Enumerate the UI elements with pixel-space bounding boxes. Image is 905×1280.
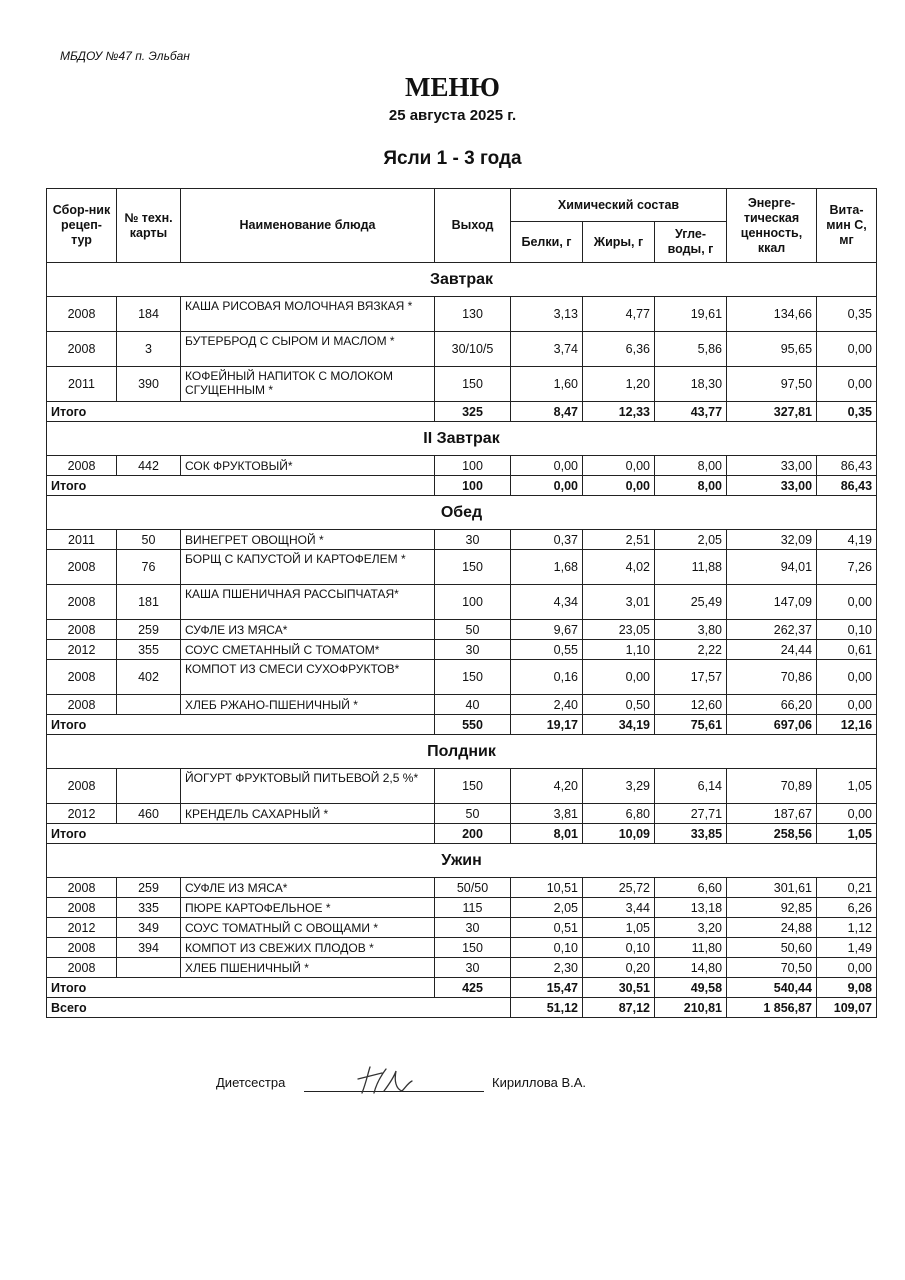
dish-name: ЙОГУРТ ФРУКТОВЫЙ ПИТЬЕВОЙ 2,5 %* <box>181 769 435 804</box>
table-row <box>47 456 877 476</box>
protein-cell: 3,81 <box>511 804 583 824</box>
table-row <box>47 660 877 695</box>
header-row <box>47 189 877 222</box>
tech-card-number: 76 <box>117 550 181 585</box>
col-chemical-composition: Химический состав <box>511 189 727 222</box>
dish-name: КАША ПШЕНИЧНАЯ РАССЫПЧАТАЯ* <box>181 585 435 620</box>
table-row <box>47 804 877 824</box>
organization-name: МБДОУ №47 п. Эльбан <box>60 49 190 63</box>
energy-cell: 70,89 <box>727 769 817 804</box>
vitamin-c-cell: 1,49 <box>817 938 877 958</box>
fat-cell: 6,36 <box>583 332 655 367</box>
yield-cell: 130 <box>435 297 511 332</box>
energy-cell: 92,85 <box>727 898 817 918</box>
vitamin-c-cell: 0,00 <box>817 660 877 695</box>
table-row <box>47 918 877 938</box>
table-row <box>47 898 877 918</box>
vitamin-c-cell: 0,00 <box>817 804 877 824</box>
total-protein: 0,00 <box>511 476 583 496</box>
section-header-row <box>47 422 877 456</box>
energy-cell: 187,67 <box>727 804 817 824</box>
collection-year: 2008 <box>47 660 117 695</box>
carbs-cell: 6,14 <box>655 769 727 804</box>
fat-cell: 0,50 <box>583 695 655 715</box>
yield-cell: 115 <box>435 898 511 918</box>
dish-name: ПЮРЕ КАРТОФЕЛЬНОЕ * <box>181 898 435 918</box>
dish-name: ХЛЕБ РЖАНО-ПШЕНИЧНЫЙ * <box>181 695 435 715</box>
total-carbs: 49,58 <box>655 978 727 998</box>
carbs-cell: 3,80 <box>655 620 727 640</box>
dish-name: СОУС СМЕТАННЫЙ С ТОМАТОМ* <box>181 640 435 660</box>
protein-cell: 0,10 <box>511 938 583 958</box>
fat-cell: 3,44 <box>583 898 655 918</box>
dish-name: СУФЛЕ ИЗ МЯСА* <box>181 878 435 898</box>
yield-cell: 30/10/5 <box>435 332 511 367</box>
total-label: Итого <box>47 476 435 496</box>
fat-cell: 1,10 <box>583 640 655 660</box>
collection-year: 2008 <box>47 550 117 585</box>
col-collection: Сбор-ник рецеп-тур <box>47 189 117 263</box>
tech-card-number: 259 <box>117 620 181 640</box>
vitamin-c-cell: 1,12 <box>817 918 877 938</box>
protein-cell: 0,37 <box>511 530 583 550</box>
vitamin-c-cell: 0,00 <box>817 585 877 620</box>
collection-year: 2008 <box>47 769 117 804</box>
collection-year: 2011 <box>47 367 117 402</box>
tech-card-number: 394 <box>117 938 181 958</box>
section-header-row <box>47 496 877 530</box>
collection-year: 2008 <box>47 938 117 958</box>
table-row <box>47 367 877 402</box>
yield-cell: 50 <box>435 804 511 824</box>
total-fat: 30,51 <box>583 978 655 998</box>
vitamin-c-cell: 1,05 <box>817 769 877 804</box>
fat-cell: 1,20 <box>583 367 655 402</box>
yield-cell: 30 <box>435 640 511 660</box>
carbs-cell: 12,60 <box>655 695 727 715</box>
total-yield: 425 <box>435 978 511 998</box>
total-energy: 540,44 <box>727 978 817 998</box>
yield-cell: 30 <box>435 958 511 978</box>
fat-cell: 25,72 <box>583 878 655 898</box>
grand-total-vitamin-c: 109,07 <box>817 998 877 1018</box>
tech-card-number: 460 <box>117 804 181 824</box>
dish-name: СУФЛЕ ИЗ МЯСА* <box>181 620 435 640</box>
carbs-cell: 8,00 <box>655 456 727 476</box>
energy-cell: 147,09 <box>727 585 817 620</box>
total-vitamin-c: 1,05 <box>817 824 877 844</box>
grand-total-carbs: 210,81 <box>655 998 727 1018</box>
carbs-cell: 6,60 <box>655 878 727 898</box>
collection-year: 2012 <box>47 918 117 938</box>
section-title: II Завтрак <box>47 422 877 456</box>
section-header-row <box>47 844 877 878</box>
table-row <box>47 938 877 958</box>
total-fat: 12,33 <box>583 402 655 422</box>
protein-cell: 2,30 <box>511 958 583 978</box>
fat-cell: 2,51 <box>583 530 655 550</box>
total-vitamin-c: 12,16 <box>817 715 877 735</box>
energy-cell: 70,50 <box>727 958 817 978</box>
vitamin-c-cell: 0,00 <box>817 367 877 402</box>
grand-total-fat: 87,12 <box>583 998 655 1018</box>
yield-cell: 30 <box>435 530 511 550</box>
section-header-row <box>47 735 877 769</box>
protein-cell: 10,51 <box>511 878 583 898</box>
total-vitamin-c: 0,35 <box>817 402 877 422</box>
section-title: Полдник <box>47 735 877 769</box>
section-total-row <box>47 476 877 496</box>
total-vitamin-c: 86,43 <box>817 476 877 496</box>
energy-cell: 94,01 <box>727 550 817 585</box>
yield-cell: 40 <box>435 695 511 715</box>
carbs-cell: 11,88 <box>655 550 727 585</box>
protein-cell: 2,40 <box>511 695 583 715</box>
menu-body <box>47 263 877 1018</box>
tech-card-number <box>117 695 181 715</box>
dish-name: ХЛЕБ ПШЕНИЧНЫЙ * <box>181 958 435 978</box>
collection-year: 2008 <box>47 958 117 978</box>
section-total-row <box>47 715 877 735</box>
menu-date: 25 августа 2025 г. <box>388 107 517 124</box>
protein-cell: 3,13 <box>511 297 583 332</box>
carbs-cell: 2,22 <box>655 640 727 660</box>
carbs-cell: 2,05 <box>655 530 727 550</box>
yield-cell: 100 <box>435 585 511 620</box>
vitamin-c-cell: 6,26 <box>817 898 877 918</box>
tech-card-number: 442 <box>117 456 181 476</box>
collection-year: 2008 <box>47 878 117 898</box>
dish-name: КОМПОТ ИЗ СМЕСИ СУХОФРУКТОВ* <box>181 660 435 695</box>
protein-cell: 1,60 <box>511 367 583 402</box>
protein-cell: 4,20 <box>511 769 583 804</box>
total-carbs: 75,61 <box>655 715 727 735</box>
carbs-cell: 13,18 <box>655 898 727 918</box>
dish-name: ВИНЕГРЕТ ОВОЩНОЙ * <box>181 530 435 550</box>
collection-year: 2008 <box>47 585 117 620</box>
grand-total-label: Всего <box>47 998 511 1018</box>
total-energy: 697,06 <box>727 715 817 735</box>
dish-name: СОК ФРУКТОВЫЙ* <box>181 456 435 476</box>
handwritten-signature <box>356 1063 416 1097</box>
protein-cell: 4,34 <box>511 585 583 620</box>
fat-cell: 3,01 <box>583 585 655 620</box>
energy-cell: 24,88 <box>727 918 817 938</box>
energy-cell: 50,60 <box>727 938 817 958</box>
carbs-cell: 17,57 <box>655 660 727 695</box>
total-carbs: 33,85 <box>655 824 727 844</box>
fat-cell: 0,20 <box>583 958 655 978</box>
vitamin-c-cell: 86,43 <box>817 456 877 476</box>
vitamin-c-cell: 4,19 <box>817 530 877 550</box>
signature-name: Кириллова В.А. <box>492 1075 587 1090</box>
energy-cell: 301,61 <box>727 878 817 898</box>
col-yield: Выход <box>435 189 511 263</box>
table-row <box>47 958 877 978</box>
table-row <box>47 695 877 715</box>
protein-cell: 2,05 <box>511 898 583 918</box>
protein-cell: 9,67 <box>511 620 583 640</box>
fat-cell: 0,00 <box>583 456 655 476</box>
carbs-cell: 3,20 <box>655 918 727 938</box>
total-fat: 10,09 <box>583 824 655 844</box>
col-carbs: Угле-воды, г <box>655 222 727 263</box>
energy-cell: 70,86 <box>727 660 817 695</box>
energy-cell: 262,37 <box>727 620 817 640</box>
tech-card-number: 390 <box>117 367 181 402</box>
total-label: Итого <box>47 824 435 844</box>
yield-cell: 50 <box>435 620 511 640</box>
vitamin-c-cell: 0,00 <box>817 958 877 978</box>
yield-cell: 150 <box>435 367 511 402</box>
energy-cell: 32,09 <box>727 530 817 550</box>
col-vitamin: Вита-мин С, мг <box>817 189 877 263</box>
yield-cell: 100 <box>435 456 511 476</box>
signature-role: Диетсестра <box>216 1075 286 1090</box>
col-fat: Жиры, г <box>583 222 655 263</box>
table-row <box>47 585 877 620</box>
vitamin-c-cell: 7,26 <box>817 550 877 585</box>
tech-card-number: 355 <box>117 640 181 660</box>
collection-year: 2008 <box>47 695 117 715</box>
total-label: Итого <box>47 715 435 735</box>
collection-year: 2008 <box>47 620 117 640</box>
fat-cell: 4,02 <box>583 550 655 585</box>
section-total-row <box>47 824 877 844</box>
tech-card-number: 335 <box>117 898 181 918</box>
tech-card-number: 349 <box>117 918 181 938</box>
total-yield: 325 <box>435 402 511 422</box>
table-row <box>47 530 877 550</box>
total-yield: 100 <box>435 476 511 496</box>
table-row <box>47 620 877 640</box>
total-carbs: 8,00 <box>655 476 727 496</box>
dish-name: КОМПОТ ИЗ СВЕЖИХ ПЛОДОВ * <box>181 938 435 958</box>
total-protein: 8,47 <box>511 402 583 422</box>
collection-year: 2008 <box>47 898 117 918</box>
col-card: № техн. карты <box>117 189 181 263</box>
table-row <box>47 769 877 804</box>
carbs-cell: 14,80 <box>655 958 727 978</box>
dish-name: БУТЕРБРОД С СЫРОМ И МАСЛОМ * <box>181 332 435 367</box>
yield-cell: 150 <box>435 938 511 958</box>
total-yield: 550 <box>435 715 511 735</box>
protein-cell: 0,16 <box>511 660 583 695</box>
col-dish: Наименование блюда <box>181 189 435 263</box>
dish-name: БОРЩ С КАПУСТОЙ И КАРТОФЕЛЕМ * <box>181 550 435 585</box>
table-row <box>47 878 877 898</box>
fat-cell: 1,05 <box>583 918 655 938</box>
vitamin-c-cell: 0,10 <box>817 620 877 640</box>
protein-cell: 3,74 <box>511 332 583 367</box>
section-title: Ужин <box>47 844 877 878</box>
yield-cell: 150 <box>435 769 511 804</box>
table-row <box>47 550 877 585</box>
tech-card-number: 50 <box>117 530 181 550</box>
dish-name: СОУС ТОМАТНЫЙ С ОВОЩАМИ * <box>181 918 435 938</box>
total-protein: 8,01 <box>511 824 583 844</box>
total-label: Итого <box>47 978 435 998</box>
tech-card-number: 259 <box>117 878 181 898</box>
fat-cell: 3,29 <box>583 769 655 804</box>
energy-cell: 97,50 <box>727 367 817 402</box>
carbs-cell: 18,30 <box>655 367 727 402</box>
yield-cell: 150 <box>435 550 511 585</box>
vitamin-c-cell: 0,00 <box>817 332 877 367</box>
collection-year: 2011 <box>47 530 117 550</box>
section-total-row <box>47 978 877 998</box>
carbs-cell: 27,71 <box>655 804 727 824</box>
collection-year: 2012 <box>47 640 117 660</box>
tech-card-number <box>117 769 181 804</box>
protein-cell: 0,51 <box>511 918 583 938</box>
collection-year: 2008 <box>47 456 117 476</box>
page-title: МЕНЮ <box>405 72 500 102</box>
energy-cell: 33,00 <box>727 456 817 476</box>
total-energy: 33,00 <box>727 476 817 496</box>
yield-cell: 150 <box>435 660 511 695</box>
collection-year: 2008 <box>47 297 117 332</box>
total-fat: 34,19 <box>583 715 655 735</box>
dish-name: КОФЕЙНЫЙ НАПИТОК С МОЛОКОМ СГУЩЕННЫМ * <box>181 367 435 402</box>
yield-cell: 50/50 <box>435 878 511 898</box>
energy-cell: 95,65 <box>727 332 817 367</box>
yield-cell: 30 <box>435 918 511 938</box>
tech-card-number <box>117 958 181 978</box>
table-row <box>47 297 877 332</box>
protein-cell: 0,00 <box>511 456 583 476</box>
menu-table <box>46 188 877 1018</box>
fat-cell: 23,05 <box>583 620 655 640</box>
section-total-row <box>47 402 877 422</box>
energy-cell: 134,66 <box>727 297 817 332</box>
total-protein: 15,47 <box>511 978 583 998</box>
fat-cell: 0,10 <box>583 938 655 958</box>
total-energy: 258,56 <box>727 824 817 844</box>
tech-card-number: 181 <box>117 585 181 620</box>
grand-total-protein: 51,12 <box>511 998 583 1018</box>
table-row <box>47 332 877 367</box>
table-row <box>47 640 877 660</box>
total-protein: 19,17 <box>511 715 583 735</box>
collection-year: 2008 <box>47 332 117 367</box>
col-energy: Энерге-тическая ценность, ккал <box>727 189 817 263</box>
tech-card-number: 402 <box>117 660 181 695</box>
total-fat: 0,00 <box>583 476 655 496</box>
fat-cell: 6,80 <box>583 804 655 824</box>
fat-cell: 0,00 <box>583 660 655 695</box>
tech-card-number: 3 <box>117 332 181 367</box>
collection-year: 2012 <box>47 804 117 824</box>
total-vitamin-c: 9,08 <box>817 978 877 998</box>
energy-cell: 24,44 <box>727 640 817 660</box>
total-carbs: 43,77 <box>655 402 727 422</box>
carbs-cell: 11,80 <box>655 938 727 958</box>
tech-card-number: 184 <box>117 297 181 332</box>
protein-cell: 0,55 <box>511 640 583 660</box>
energy-cell: 66,20 <box>727 695 817 715</box>
carbs-cell: 5,86 <box>655 332 727 367</box>
total-energy: 327,81 <box>727 402 817 422</box>
dish-name: КРЕНДЕЛЬ САХАРНЫЙ * <box>181 804 435 824</box>
protein-cell: 1,68 <box>511 550 583 585</box>
grand-total-row <box>47 998 877 1018</box>
col-protein: Белки, г <box>511 222 583 263</box>
grand-total-energy: 1 856,87 <box>727 998 817 1018</box>
vitamin-c-cell: 0,61 <box>817 640 877 660</box>
carbs-cell: 25,49 <box>655 585 727 620</box>
vitamin-c-cell: 0,21 <box>817 878 877 898</box>
fat-cell: 4,77 <box>583 297 655 332</box>
section-title: Завтрак <box>47 263 877 297</box>
total-label: Итого <box>47 402 435 422</box>
age-group: Ясли 1 - 3 года <box>383 148 522 169</box>
vitamin-c-cell: 0,35 <box>817 297 877 332</box>
carbs-cell: 19,61 <box>655 297 727 332</box>
dish-name: КАША РИСОВАЯ МОЛОЧНАЯ ВЯЗКАЯ * <box>181 297 435 332</box>
section-header-row <box>47 263 877 297</box>
vitamin-c-cell: 0,00 <box>817 695 877 715</box>
section-title: Обед <box>47 496 877 530</box>
total-yield: 200 <box>435 824 511 844</box>
